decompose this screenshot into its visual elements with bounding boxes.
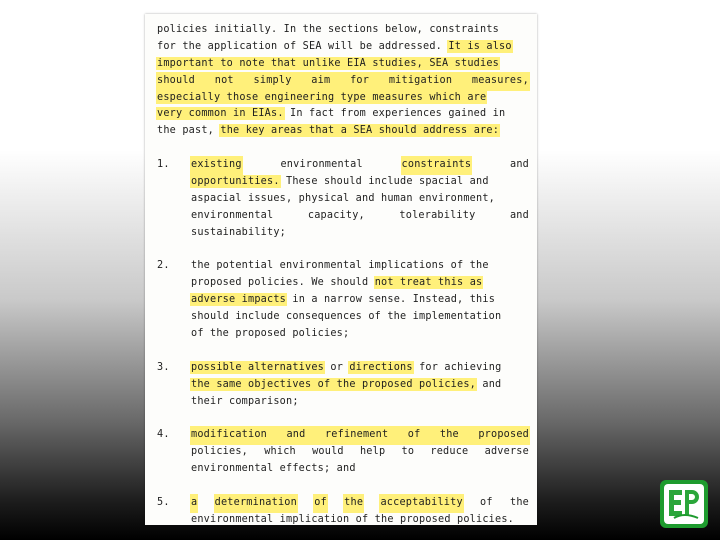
item-line [191,174,529,191]
item-line: aspacial issues, physical and human environment, [191,192,496,204]
item-text: and [482,378,502,390]
item-text: or [330,361,344,373]
word: the [439,429,459,441]
word: and [286,429,306,441]
intro-line-4 [157,73,529,90]
word: of [480,496,493,508]
word: mitigation [388,74,453,86]
list-item-5 [157,495,529,525]
item-line: environmental effects; and [191,463,356,475]
intro-line-3 [157,56,529,73]
word: modification [191,429,268,441]
item-line [191,157,529,174]
word: would [312,446,344,458]
intro-text: for the application of SEA will be addressed. [157,40,443,52]
item-line: environmental implication of the proposed policies. [191,513,515,525]
list-item-1 [157,157,529,241]
intro-text: the past, [157,125,215,137]
word: adverse [484,446,529,458]
highlighted-text: It is also [448,40,512,52]
item-line: their comparison; [191,395,299,407]
item-line [191,208,529,225]
word: reduce [430,446,469,458]
list-item-3 [157,360,529,411]
word: measures, [471,74,529,86]
highlighted-text: adverse impacts [191,294,287,306]
highlighted-text: not treat this as [374,277,483,289]
word: of [407,429,421,441]
highlighted-text: the same objectives of the proposed policies, [191,378,477,390]
word: environmental [191,209,274,221]
item-line [191,444,529,461]
list-number: 5. [157,496,170,508]
word: aim [311,74,331,86]
document-text [157,22,529,525]
list-number: 3. [157,361,170,373]
word: and [509,159,529,171]
item-line [191,495,529,512]
word: refinement [324,429,389,441]
word: simply [253,74,292,86]
word: capacity, [307,209,365,221]
word: the [509,496,529,508]
word: existing [191,157,242,174]
item-line: sustainability; [191,226,287,238]
word: of [314,495,327,512]
highlighted-text: directions [349,361,413,373]
intro-text: In fact from experiences gained in [290,108,506,120]
word: not [214,74,234,86]
ep-logo-icon [660,480,708,528]
highlighted-text: especially those engineering type measures which are [157,91,487,103]
item-line [191,275,529,292]
list-number: 4. [157,429,170,441]
list-number: 1. [157,159,170,171]
word: constraints [402,157,472,174]
list-item-4 [157,427,529,478]
item-text: for achieving [419,361,502,373]
item-line: should include consequences of the implementation [191,311,502,323]
item-line [191,292,529,309]
highlighted-text: important to note that unlike EIA studies, SEA studies [157,57,500,69]
item-line [191,377,529,394]
word: which [264,446,296,458]
intro-line-6 [157,106,529,123]
word: acceptability [380,495,462,512]
word: a [191,495,197,512]
word: to [401,446,415,458]
word: should [157,74,196,86]
list-item-2 [157,258,529,342]
highlighted-text: very common in EIAs. [157,108,284,120]
intro-line-7 [157,123,529,140]
list-number: 2. [157,260,170,272]
word: proposed [478,429,529,441]
word: environmental [280,159,363,171]
intro-line-1: policies initially. In the sections below, constraints [157,24,500,35]
word: policies, [191,446,249,458]
item-text: These should include spacial and [286,176,489,188]
item-text: proposed policies. We should [191,277,369,289]
item-line [191,427,529,444]
item-line [191,360,529,377]
word: for [350,74,370,86]
word: the [344,495,363,512]
item-text: in a narrow sense. Instead, this [292,294,496,306]
highlighted-text: the key areas that a SEA should address are: [220,125,500,137]
item-line: of the proposed policies; [191,328,350,340]
intro-line-5 [157,90,529,107]
highlighted-text: opportunities. [191,176,280,188]
intro-line-2 [157,39,529,56]
item-line: the potential environmental implications of the [191,260,489,272]
scanned-document-page [145,14,537,525]
highlighted-text: possible alternatives [191,361,325,373]
word: help [359,446,386,458]
word: and [509,209,529,221]
word: tolerability [399,209,476,221]
word: determination [215,495,297,512]
